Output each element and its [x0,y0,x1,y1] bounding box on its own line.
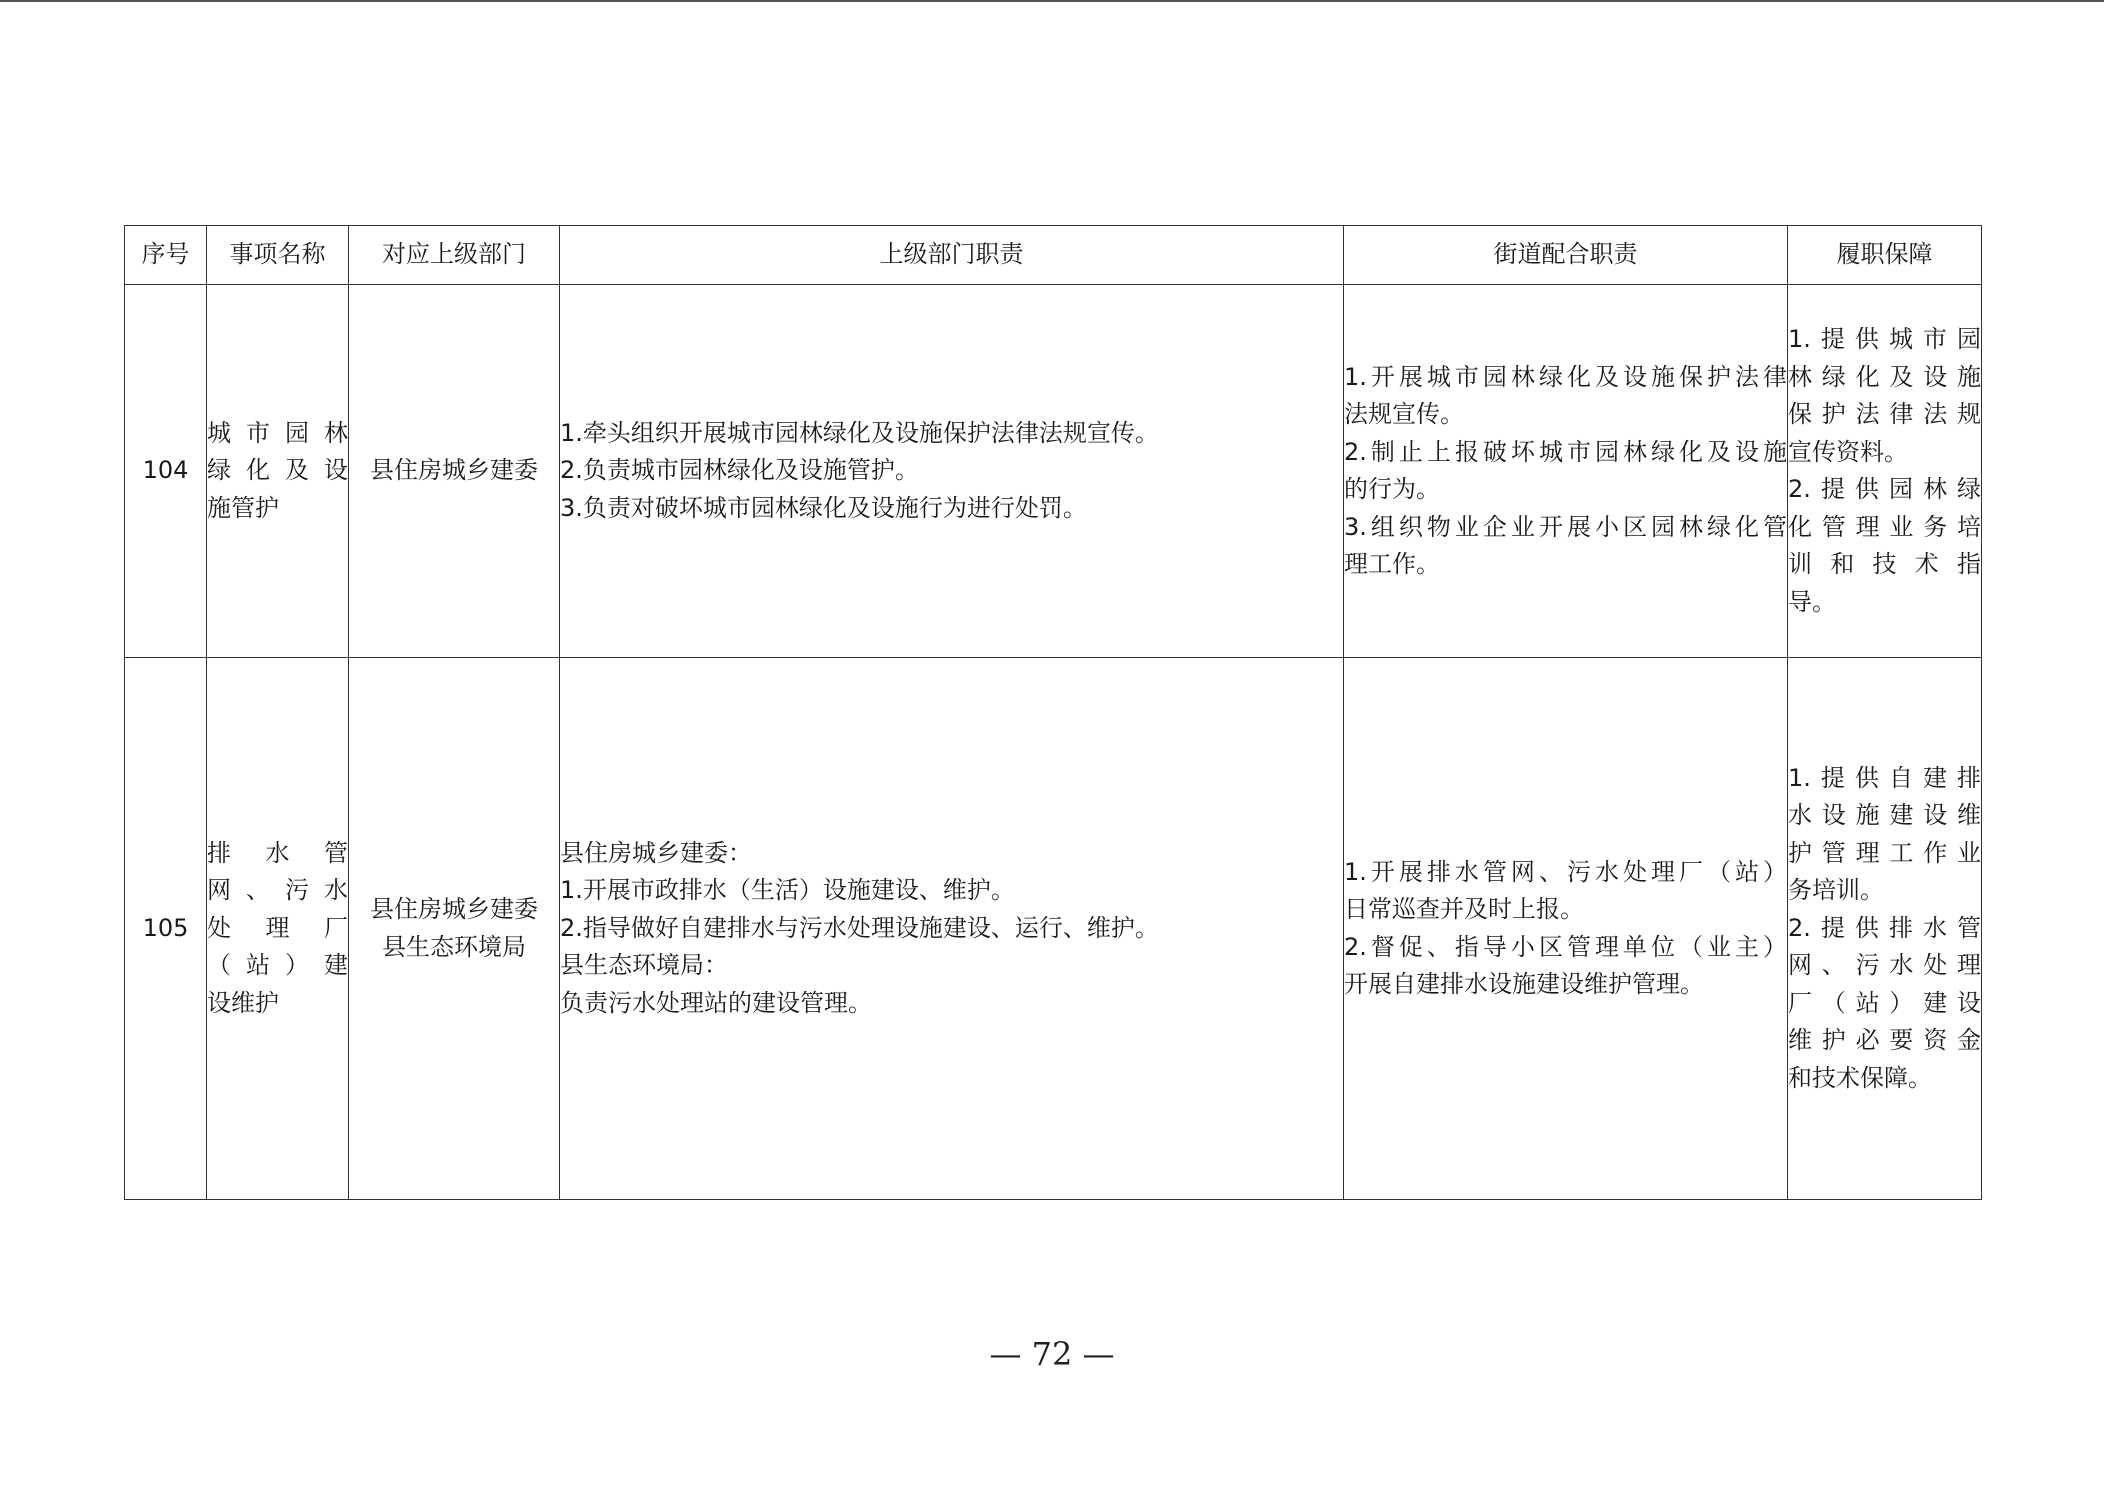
street-duty-line: 日常巡查并及时上报。 [1344,895,1584,923]
item-name-line: 施管护 [207,493,279,522]
item-name-line: （站）建 [207,951,348,980]
department-line: 县生态环境局 [382,932,526,961]
item-name-cell [207,285,349,658]
item-name-line: 处理厂 [207,913,348,942]
street-duty-line: 的行为。 [1344,475,1440,503]
upper-duty-line: 2.负责城市园林绿化及设施管护。 [560,456,919,485]
upper-duty-cell [560,285,1344,658]
table-header-row [125,226,1982,285]
upper-duty-line: 负责污水处理站的建设管理。 [560,988,872,1017]
guarantee-line: 和技术保障。 [1788,1063,1932,1092]
guarantee-line: 2.提供园林绿 [1788,475,1981,503]
department-line: 县住房城乡建委 [370,456,538,485]
street-duty-line: 2.督促、指导小区管理单位（业主） [1344,932,1787,961]
street-duty-line: 开展自建排水设施建设维护管理。 [1344,970,1704,998]
header-department: 对应上级部门 [349,226,560,285]
item-name-cell [207,658,349,1200]
duty-table [124,225,1982,1200]
department-line: 县住房城乡建委 [370,895,538,923]
guarantee-line: 1.提供城市园 [1788,325,1981,353]
guarantee-line: 林绿化及设施 [1788,362,1981,391]
department-cell [349,285,560,658]
row-index: 104 [125,285,207,658]
guarantee-line: 导。 [1788,587,1836,616]
guarantee-cell [1788,658,1982,1200]
guarantee-line: 化管理业务培 [1788,512,1981,541]
street-duty-line: 2.制止上报破坏城市园林绿化及设施 [1344,437,1787,466]
upper-duty-line: 2.指导做好自建排水与污水处理设施建设、运行、维护。 [560,913,1159,942]
street-duty-cell [1344,658,1788,1200]
header-item-name: 事项名称 [207,226,349,285]
upper-duty-line: 1.牵头组织开展城市园林绿化及设施保护法律法规宣传。 [560,418,1159,447]
guarantee-line: 厂（站）建设 [1788,988,1981,1017]
guarantee-line: 2.提供排水管 [1788,913,1981,942]
street-duty-line: 1.开展城市园林绿化及设施保护法律 [1344,362,1787,391]
item-name-line: 排水管 [207,838,348,867]
item-name-line: 城市园林 [207,418,348,447]
row-index: 105 [125,658,207,1200]
top-border-line [0,0,2104,2]
guarantee-line: 水设施建设维 [1788,801,1981,830]
upper-duty-cell [560,658,1344,1200]
guarantee-line: 保护法律法规 [1788,400,1981,428]
item-name-line: 绿化及设 [207,456,348,485]
header-street-duty: 街道配合职责 [1344,226,1788,285]
upper-duty-line: 3.负责对破坏城市园林绿化及设施行为进行处罚。 [560,493,1087,522]
item-name-line: 设维护 [207,988,279,1017]
table-row [125,658,1982,1200]
header-guarantee: 履职保障 [1788,226,1982,285]
guarantee-line: 护管理工作业 [1788,838,1981,867]
street-duty-line: 1.开展排水管网、污水处理厂（站） [1344,857,1787,886]
guarantee-line: 网、污水处理 [1788,951,1981,980]
item-name-line: 网、污水 [207,876,348,905]
upper-duty-line: 县生态环境局： [560,951,728,980]
guarantee-cell [1788,285,1982,658]
guarantee-line: 维护必要资金 [1788,1026,1981,1055]
street-duty-line: 理工作。 [1344,550,1440,578]
table-row [125,285,1982,658]
department-cell [349,658,560,1200]
guarantee-line: 1.提供自建排 [1788,763,1981,792]
header-upper-duty: 上级部门职责 [560,226,1344,285]
street-duty-line: 法规宣传。 [1344,400,1464,428]
street-duty-line: 3.组织物业企业开展小区园林绿化管 [1344,512,1787,541]
guarantee-line: 宣传资料。 [1788,437,1908,466]
upper-duty-line: 县住房城乡建委： [560,838,752,867]
guarantee-line: 训和技术指 [1788,550,1981,578]
header-index: 序号 [125,226,207,285]
street-duty-cell [1344,285,1788,658]
upper-duty-line: 1.开展市政排水（生活）设施建设、维护。 [560,876,1015,905]
page-number: — 72 — [989,1335,1115,1373]
guarantee-line: 务培训。 [1788,876,1884,905]
